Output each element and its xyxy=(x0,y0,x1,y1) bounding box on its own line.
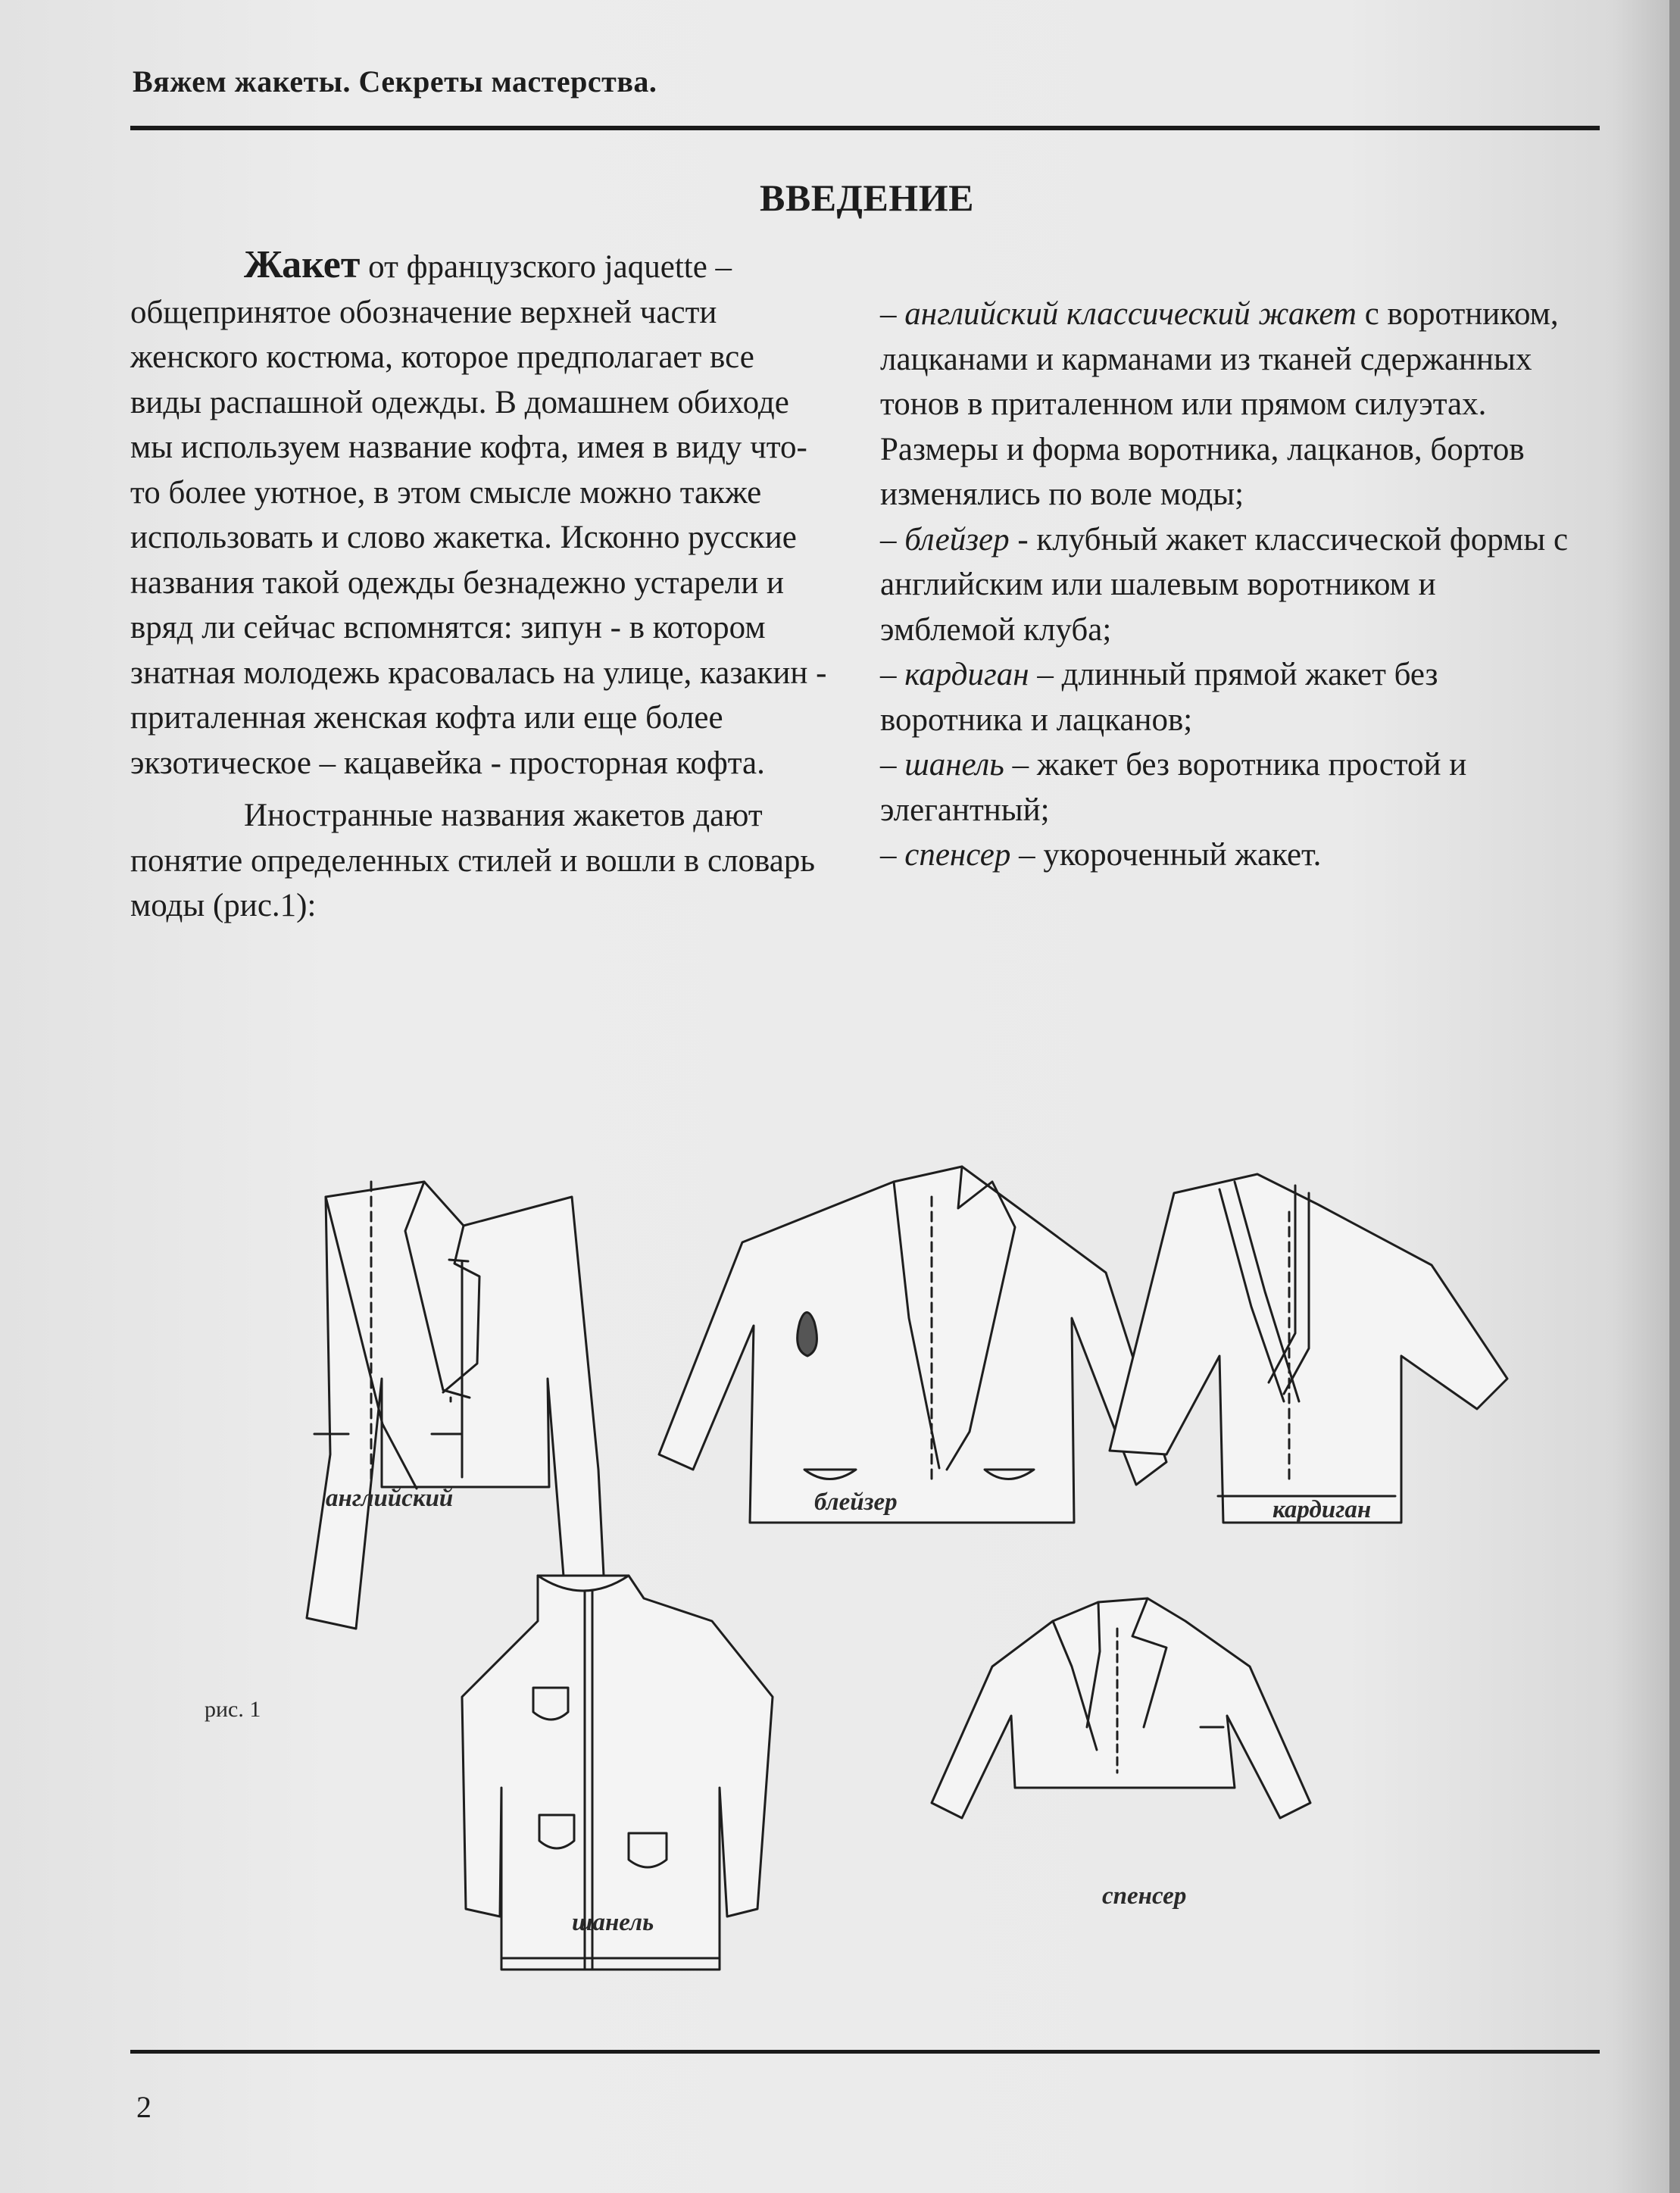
figure-jackets xyxy=(144,1151,1613,1985)
blazer-jacket-drawing xyxy=(659,1167,1166,1523)
intro-paragraph-1-text: от французского jaquette – общепринятое обозначение верхней части женского костюма, которое предполагает все виды распашной одежды. В домашнем обиходе мы используем название кофта, имея в виду что-то более уютное, в этом смысле можно также использовать и слово жакетка. Исконно русские названия такой одежды безнадежно устарели и вряд ли сейчас вспомнятся: зипун - в котором знатная молодежь красовалась на улице, казакин - приталенная женская кофта или еще более экзотическое – кацавейка - просторная кофта. xyxy=(130,249,827,781)
intro-paragraph-2: Иностранные названия жакетов дают понятие определенных стилей и вошли в словарь моды (рис.1): xyxy=(130,798,815,923)
running-title: Вяжем жакеты. Секреты мастерства. xyxy=(133,64,657,98)
cardigan-jacket-drawing xyxy=(1110,1174,1507,1523)
lead-term: Жакет xyxy=(244,243,361,286)
page-edge-shadow xyxy=(1669,0,1680,2193)
caption-cardigan: кардиган xyxy=(1272,1496,1372,1523)
caption-blazer: блейзер xyxy=(814,1489,898,1516)
caption-english: английский xyxy=(326,1485,454,1512)
style-term: кардиган xyxy=(904,657,1029,692)
style-blazer: – блейзер - клубный жакет классической формы с английским или шалевым воротником и эмблемой клуба; xyxy=(880,521,1569,648)
english-jacket-drawing xyxy=(307,1182,606,1632)
style-cardigan: – кардиган – длинный прямой жакет без воротника и лацканов; xyxy=(880,657,1438,738)
style-term: английский классический жакет xyxy=(904,296,1357,332)
style-term: шанель xyxy=(904,747,1004,783)
caption-spencer: спенсер xyxy=(1102,1882,1187,1910)
intro-paragraph-1 xyxy=(130,242,827,786)
figure-label: рис. 1 xyxy=(205,1697,261,1722)
header-rule xyxy=(130,126,1600,130)
style-term: спенсер xyxy=(904,837,1011,873)
footer-rule xyxy=(130,2050,1600,2054)
page-number: 2 xyxy=(136,2090,151,2124)
section-title: ВВЕДЕНИЕ xyxy=(760,177,974,219)
left-column xyxy=(130,242,827,929)
caption-chanel: шанель xyxy=(572,1909,654,1936)
style-spencer: – спенсер – укороченный жакет. xyxy=(880,837,1322,873)
style-english: – английский классический жакет с воротником, лацканами и карманами из тканей сдержанных тонов в приталенном или прямом силуэтах. Размеры и форма воротника, лацканов, бортов изменялись по воле моды; xyxy=(880,296,1559,512)
style-term: блейзер xyxy=(904,521,1010,558)
style-chanel: – шанель – жакет без воротника простой и элегантный; xyxy=(880,747,1467,828)
right-column xyxy=(880,292,1577,878)
spencer-jacket-drawing xyxy=(932,1598,1310,1818)
